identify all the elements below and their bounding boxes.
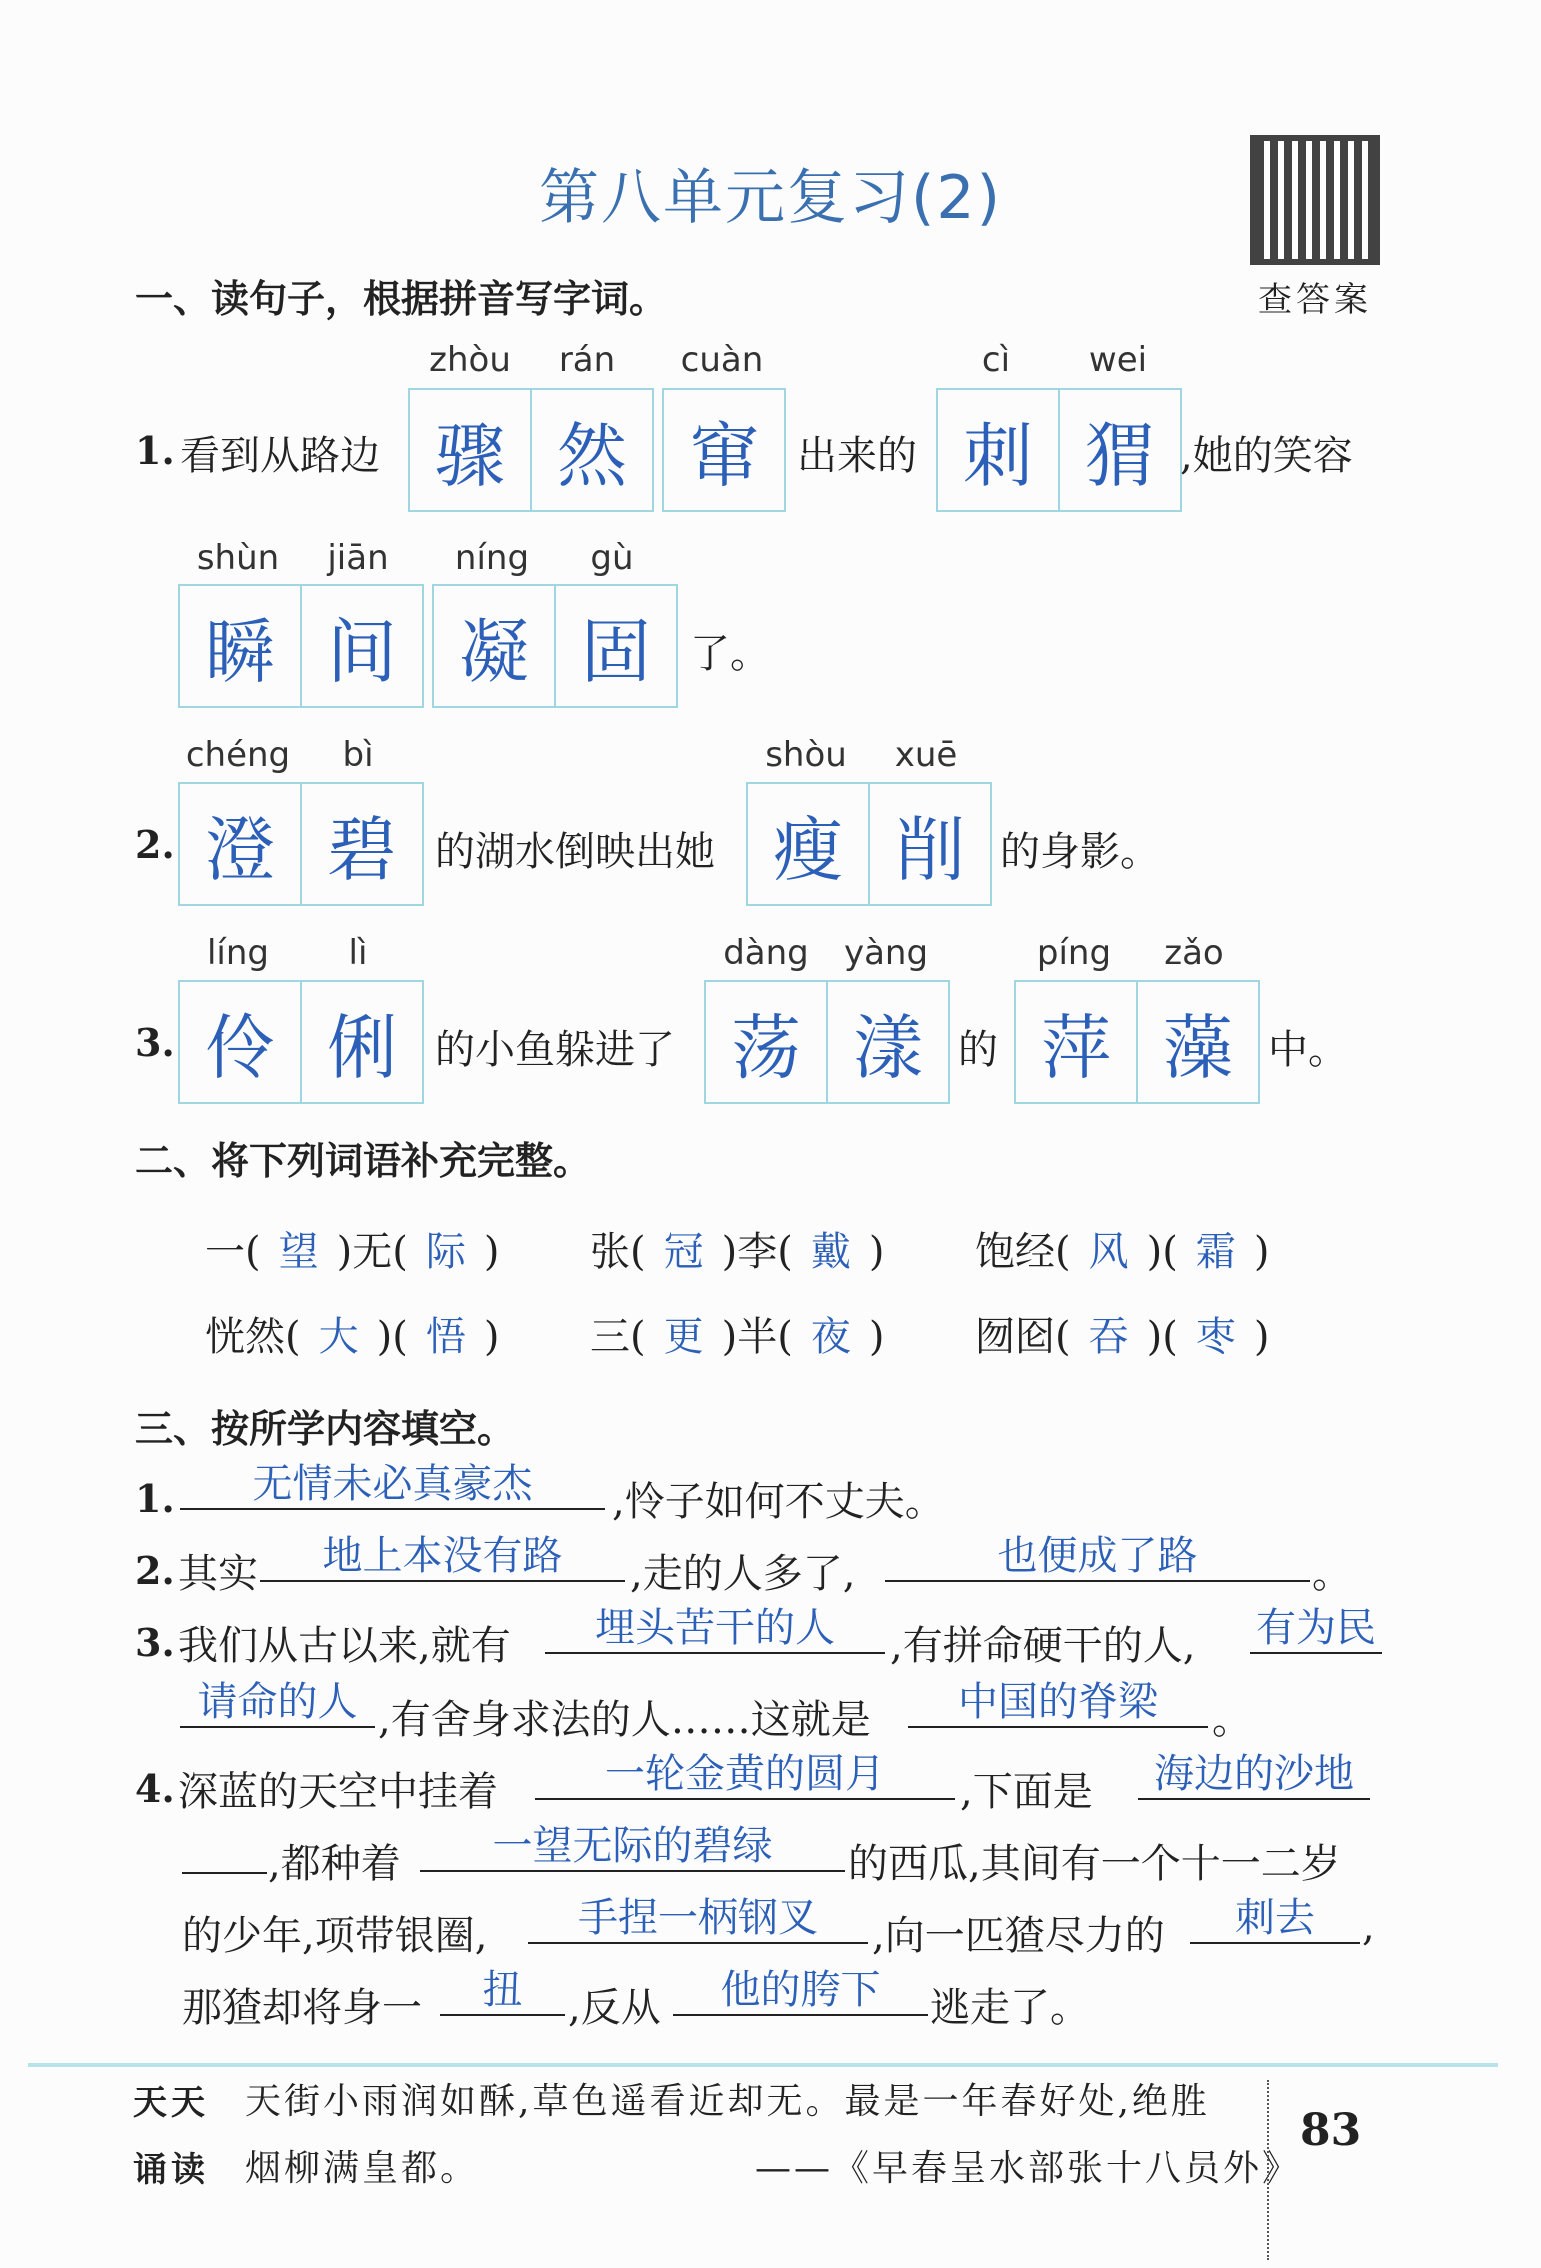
s3q4-text: ,向一匹猹尽力的 [872, 1913, 1165, 1959]
idiom-item [975, 1220, 1269, 1277]
q1-number: 1. [135, 428, 175, 473]
pinyin: zǎo [1164, 933, 1224, 973]
idiom-fill: 际 [425, 1229, 466, 1275]
char-cell: 伶 [205, 1006, 275, 1089]
char-cell: 俐 [300, 982, 422, 1102]
char-cell: 瘦 [773, 808, 843, 891]
pinyin: bì [342, 735, 374, 775]
idiom-fill: 悟 [425, 1314, 466, 1360]
char-cell: 瞬 [205, 610, 275, 693]
idiom-text: ) [1253, 1314, 1270, 1360]
idiom-item [205, 1305, 499, 1362]
pinyin: rán [558, 340, 616, 380]
answer-blank: 刺去 [1190, 1896, 1360, 1944]
word-box-ninggu [432, 584, 678, 708]
pinyin: níng [454, 538, 530, 578]
q2-number: 2. [135, 822, 175, 867]
pinyin: chéng [185, 735, 291, 775]
idiom-fill: 大 [318, 1314, 359, 1360]
page-title: 第八单元复习(2) [539, 163, 1002, 233]
poem-line: 天街小雨润如酥,草色遥看近却无。最是一年春好处,绝胜 [245, 2081, 1210, 2122]
idiom-fill: 戴 [810, 1229, 851, 1275]
pinyin: lì [348, 933, 368, 973]
qr-code[interactable] [1250, 135, 1380, 265]
s3q2-text: 其实 [178, 1551, 258, 1597]
answer-blank: 海边的沙地 [1138, 1752, 1370, 1800]
q2-end-text: 的身影。 [1000, 829, 1160, 875]
answer-blank: 中国的脊梁 [908, 1680, 1208, 1728]
q1-tail-text: ,她的笑容 [1180, 433, 1353, 479]
idiom-fill: 吞 [1088, 1314, 1129, 1360]
s3q4-text: 的少年,项带银圈, [182, 1913, 488, 1959]
idiom-text: 张( [590, 1229, 646, 1275]
idiom-text: )( [1146, 1314, 1178, 1360]
s3q4-text: ,下面是 [960, 1769, 1093, 1815]
page-number: 83 [1300, 2105, 1362, 2156]
word-box-cuan [662, 388, 786, 512]
word-box-shunjian [178, 584, 424, 708]
section2-heading: 二、将下列词语补充完整。 [135, 1139, 592, 1183]
word-box-dangyang [704, 980, 950, 1104]
char-cell: 荡 [731, 1006, 801, 1089]
pinyin: cì [981, 340, 1011, 380]
s3q4-text: ,都种着 [268, 1841, 401, 1887]
pinyin: líng [206, 933, 270, 973]
q2-mid-text: 的湖水倒映出她 [435, 829, 715, 875]
answer-blank: 埋头苦干的人 [545, 1606, 885, 1654]
answer-blank [182, 1826, 267, 1874]
s3q2-text: 。 [1312, 1551, 1352, 1597]
idiom-text: )李( [721, 1229, 793, 1275]
idiom-fill: 冠 [663, 1229, 704, 1275]
s3q2-number: 2. [135, 1548, 175, 1593]
s3q1-number: 1. [135, 1476, 175, 1521]
s3q3-number: 3. [135, 1620, 175, 1665]
q3-mid2-text: 的 [958, 1027, 998, 1073]
qr-label: 查答案 [1258, 280, 1372, 320]
idiom-text: 三( [590, 1314, 646, 1360]
idiom-fill: 夜 [810, 1314, 851, 1360]
word-box-pingzao [1014, 980, 1260, 1104]
q3-end-text: 中。 [1268, 1027, 1348, 1073]
footer-separator [1267, 2080, 1269, 2260]
pinyin: dàng [723, 933, 809, 973]
s3q4-text: 的西瓜,其间有一个十一二岁 [848, 1841, 1341, 1887]
idiom-item [975, 1305, 1269, 1362]
idiom-item [205, 1220, 499, 1277]
word-box-chengbi [178, 782, 424, 906]
footer-tag: 诵读 [133, 2150, 209, 2190]
idiom-text: 饱经( [975, 1229, 1071, 1275]
pinyin: píng [1036, 933, 1112, 973]
s3q4-number: 4. [135, 1766, 175, 1811]
char-cell: 澄 [205, 808, 275, 891]
idiom-item [590, 1305, 884, 1362]
s3q4-text: , [1362, 1904, 1375, 1950]
s3q3-text: ,有拼命硬干的人, [890, 1623, 1196, 1669]
s3q3-text: 。 [1212, 1697, 1252, 1743]
q3-mid-text: 的小鱼躲进了 [435, 1027, 675, 1073]
pinyin: wei [1088, 340, 1148, 380]
q1-end-text: 了。 [690, 631, 770, 677]
idiom-text: ) [868, 1314, 885, 1360]
q3-number: 3. [135, 1020, 175, 1065]
pinyin: xuē [894, 735, 958, 775]
q1-mid-text: 出来的 [797, 433, 917, 479]
idiom-text: ) [868, 1229, 885, 1275]
pinyin: zhòu [429, 340, 511, 380]
idiom-text: 一( [205, 1229, 261, 1275]
pinyin: jiān [327, 538, 389, 578]
pinyin: shùn [196, 538, 280, 578]
s3q4-text: 逃走了。 [930, 1985, 1090, 2031]
s3q2-text: ,走的人多了, [630, 1551, 856, 1597]
pinyin: yàng [843, 933, 929, 973]
idiom-fill: 霜 [1195, 1229, 1236, 1275]
answer-blank: 无情未必真豪杰 [180, 1462, 605, 1510]
char-cell: 猬 [1058, 390, 1180, 510]
char-cell: 萍 [1041, 1006, 1111, 1089]
footer-tag: 天天 [133, 2083, 209, 2123]
poem-line: 烟柳满皇都。 [245, 2148, 480, 2189]
section3-heading: 三、按所学内容填空。 [135, 1407, 516, 1451]
footer-divider [28, 2063, 1498, 2067]
idiom-fill: 更 [663, 1314, 704, 1360]
s3q1-text: ,怜子如何不丈夫。 [612, 1479, 945, 1525]
word-box-lingli [178, 980, 424, 1104]
word-box-zhouran [408, 388, 654, 512]
char-cell: 漾 [826, 982, 948, 1102]
idiom-fill: 枣 [1195, 1314, 1236, 1360]
idiom-text: )( [376, 1314, 408, 1360]
idiom-text: 恍然( [205, 1314, 301, 1360]
idiom-item [590, 1220, 884, 1277]
idiom-text: ) [1253, 1229, 1270, 1275]
char-cell: 碧 [300, 784, 422, 904]
char-cell: 凝 [459, 610, 529, 693]
q1-lead-text: 看到从路边 [180, 433, 380, 479]
idiom-text: ) [483, 1229, 500, 1275]
char-cell: 固 [554, 586, 676, 706]
idiom-text: )无( [336, 1229, 408, 1275]
char-cell: 削 [868, 784, 990, 904]
answer-blank: 手捏一柄钢叉 [528, 1896, 868, 1944]
idiom-text: ) [483, 1314, 500, 1360]
word-box-ciwei [936, 388, 1182, 512]
idiom-fill: 风 [1088, 1229, 1129, 1275]
pinyin: gù [590, 538, 634, 578]
answer-blank: 一望无际的碧绿 [420, 1824, 845, 1872]
idiom-text: )( [1146, 1229, 1178, 1275]
answer-blank: 地上本没有路 [260, 1534, 625, 1582]
char-cell: 窜 [689, 414, 759, 497]
char-cell: 骤 [435, 414, 505, 497]
word-box-shouxue [746, 782, 992, 906]
answer-blank: 也便成了路 [885, 1534, 1310, 1582]
s3q4-text: ,反从 [568, 1985, 661, 2031]
pinyin: shòu [765, 735, 847, 775]
char-cell: 藻 [1136, 982, 1258, 1102]
pinyin: cuàn [680, 340, 764, 380]
idiom-fill: 望 [278, 1229, 319, 1275]
answer-blank: 扭 [440, 1968, 565, 2016]
s3q3-text: 我们从古以来,就有 [178, 1623, 511, 1669]
section1-heading: 一、读句子，根据拼音写字词。 [135, 277, 668, 321]
idiom-text: 囫囵( [975, 1314, 1071, 1360]
s3q3-text: ,有舍身求法的人……这就是 [378, 1697, 871, 1743]
answer-blank: 他的胯下 [673, 1968, 928, 2016]
char-cell: 然 [530, 390, 652, 510]
poem-source: ——《早春呈水部张十八员外》 [755, 2148, 1302, 2189]
s3q4-text: 深蓝的天空中挂着 [178, 1769, 498, 1815]
answer-blank: 一轮金黄的圆月 [535, 1752, 955, 1800]
answer-blank: 有为民 [1250, 1606, 1382, 1654]
idiom-text: )半( [721, 1314, 793, 1360]
char-cell: 刺 [963, 414, 1033, 497]
char-cell: 间 [300, 586, 422, 706]
answer-blank: 请命的人 [180, 1680, 375, 1728]
s3q4-text: 那猹却将身一 [182, 1985, 422, 2031]
